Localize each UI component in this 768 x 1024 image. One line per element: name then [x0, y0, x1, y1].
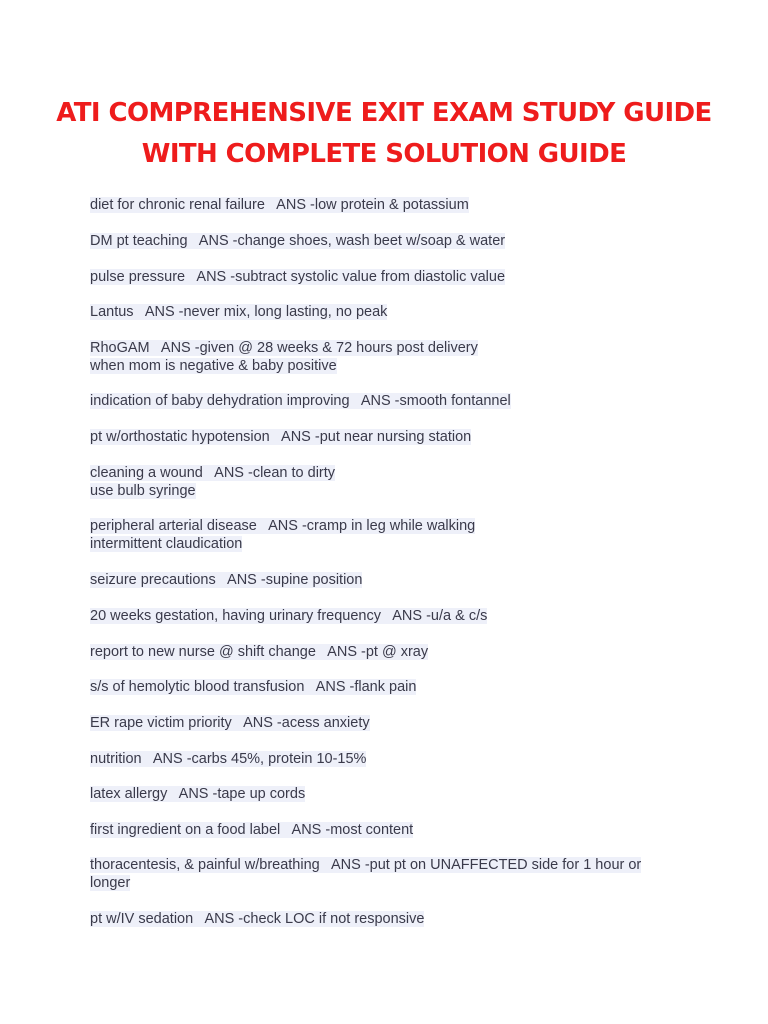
qa-entry — [90, 910, 690, 928]
qa-entry-text: cleaning a wound ANS -clean to dirty — [90, 465, 336, 481]
qa-entry-text: pt w/orthostatic hypotension ANS -put near nursing station — [90, 429, 472, 445]
qa-entry-line — [90, 785, 690, 803]
qa-entry-line — [90, 714, 690, 732]
qa-entry — [90, 678, 690, 696]
qa-entry — [90, 339, 690, 375]
qa-entry — [90, 821, 690, 839]
qa-entry-line — [90, 268, 690, 286]
qa-entry-line — [90, 517, 690, 535]
qa-entry — [90, 232, 690, 250]
document-title-line-2: WITH COMPLETE SOLUTION GUIDE — [141, 139, 627, 169]
qa-entry-line — [90, 607, 690, 625]
qa-entry-line — [90, 821, 690, 839]
qa-entry-line — [90, 196, 690, 214]
qa-entry-line — [90, 643, 690, 661]
qa-entry-text: peripheral arterial disease ANS -cramp in leg while walking — [90, 518, 476, 534]
qa-entry — [90, 268, 690, 286]
qa-entry-text: seizure precautions ANS -supine position — [90, 572, 363, 588]
qa-entry-line — [90, 428, 690, 446]
qa-entry-text: 20 weeks gestation, having urinary frequency ANS -u/a & c/s — [90, 608, 488, 624]
qa-entry — [90, 607, 690, 625]
qa-entry-text: indication of baby dehydration improving ANS -smooth fontannel — [90, 393, 511, 409]
qa-entry — [90, 714, 690, 732]
qa-entry-line — [90, 750, 690, 768]
qa-entry — [90, 571, 690, 589]
document-title-line-1: ATI COMPREHENSIVE EXIT EXAM STUDY GUIDE — [56, 98, 712, 128]
qa-entry-line — [90, 339, 690, 357]
qa-entry — [90, 785, 690, 803]
qa-entry — [90, 643, 690, 661]
qa-entry-text: DM pt teaching ANS -change shoes, wash beet w/soap & water — [90, 233, 506, 249]
qa-list — [90, 178, 690, 928]
qa-entry — [90, 196, 690, 214]
qa-entry-text: RhoGAM ANS -given @ 28 weeks & 72 hours post delivery — [90, 340, 478, 356]
qa-entry-line — [90, 571, 690, 589]
qa-entry-line — [90, 535, 690, 553]
qa-entry — [90, 750, 690, 768]
qa-entry-text: diet for chronic renal failure ANS -low protein & potassium — [90, 197, 469, 213]
qa-entry-text: longer — [90, 875, 131, 891]
qa-entry-line — [90, 678, 690, 696]
qa-entry-text: thoracentesis, & painful w/breathing ANS -put pt on UNAFFECTED side for 1 hour or — [90, 857, 642, 873]
qa-entry-text: when mom is negative & baby positive — [90, 358, 337, 374]
qa-entry-line — [90, 874, 690, 892]
qa-entry — [90, 464, 690, 500]
qa-entry-text: pulse pressure ANS -subtract systolic value from diastolic value — [90, 269, 506, 285]
qa-entry — [90, 856, 690, 892]
qa-entry — [90, 517, 690, 553]
qa-entry-line — [90, 910, 690, 928]
qa-entry-line — [90, 856, 690, 874]
qa-entry-line — [90, 357, 690, 375]
qa-entry-text: latex allergy ANS -tape up cords — [90, 786, 306, 802]
qa-entry-text: Lantus ANS -never mix, long lasting, no peak — [90, 304, 388, 320]
qa-entry-text: nutrition ANS -carbs 45%, protein 10-15% — [90, 751, 367, 767]
qa-entry-line — [90, 482, 690, 500]
qa-entry — [90, 428, 690, 446]
qa-entry-text: s/s of hemolytic blood transfusion ANS -flank pain — [90, 679, 417, 695]
qa-entry-line — [90, 392, 690, 410]
qa-entry — [90, 303, 690, 321]
qa-entry-text: use bulb syringe — [90, 483, 196, 499]
qa-entry-line — [90, 464, 690, 482]
qa-entry-text: first ingredient on a food label ANS -most content — [90, 822, 414, 838]
qa-entry-line — [90, 232, 690, 250]
qa-entry-line — [90, 303, 690, 321]
qa-entry-text: report to new nurse @ shift change ANS -pt @ xray — [90, 644, 429, 660]
qa-entry — [90, 392, 690, 410]
qa-entry-text: pt w/IV sedation ANS -check LOC if not responsive — [90, 911, 425, 927]
qa-entry-text: ER rape victim priority ANS -acess anxiety — [90, 715, 370, 731]
qa-entry-text: intermittent claudication — [90, 536, 243, 552]
